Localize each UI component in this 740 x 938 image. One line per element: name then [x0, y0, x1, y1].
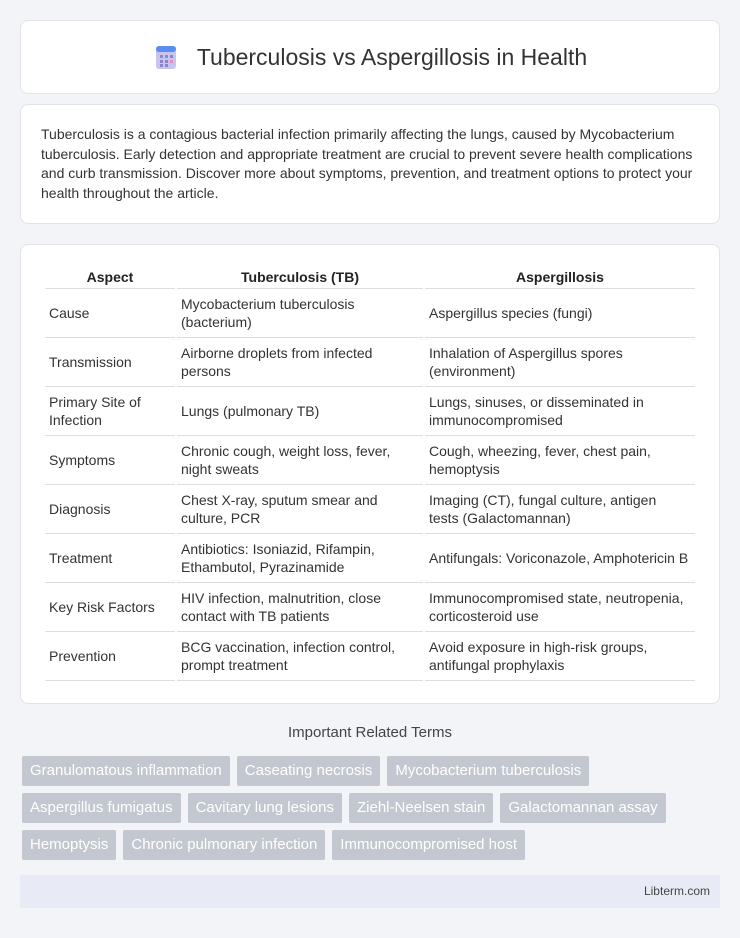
related-terms-title: Important Related Terms	[288, 724, 452, 741]
footer	[20, 875, 720, 908]
table-row	[45, 485, 695, 534]
table-row	[45, 289, 695, 338]
related-term-tag[interactable]: Granulomatous inflammation	[22, 756, 230, 786]
table-cell-aspergillosis: Aspergillus species (fungi)	[425, 289, 695, 338]
table-cell-aspergillosis: Imaging (CT), fungal culture, antigen tests (Galactomannan)	[425, 485, 695, 534]
table-header-row	[45, 265, 695, 289]
table-cell-tb: Lungs (pulmonary TB)	[177, 387, 423, 436]
table-row	[45, 436, 695, 485]
header-card	[20, 20, 720, 94]
document-icon	[153, 44, 179, 70]
table-cell-aspergillosis: Immunocompromised state, neutropenia, corticosteroid use	[425, 583, 695, 632]
table-row	[45, 583, 695, 632]
related-term-tag[interactable]: Aspergillus fumigatus	[22, 793, 181, 823]
table-cell-aspergillosis: Cough, wheezing, fever, chest pain, hemoptysis	[425, 436, 695, 485]
table-cell-aspergillosis: Avoid exposure in high-risk groups, antifungal prophylaxis	[425, 632, 695, 681]
header-aspect: Aspect	[45, 265, 175, 289]
table-cell-tb: Mycobacterium tuberculosis (bacterium)	[177, 289, 423, 338]
related-term-tag[interactable]: Ziehl-Neelsen stain	[349, 793, 493, 823]
header-aspergillosis: Aspergillosis	[425, 265, 695, 289]
comparison-table	[43, 265, 697, 681]
table-cell-tb: BCG vaccination, infection control, prompt treatment	[177, 632, 423, 681]
related-term-tag[interactable]: Hemoptysis	[22, 830, 116, 860]
related-term-tag[interactable]: Caseating necrosis	[237, 756, 381, 786]
table-cell-tb: Antibiotics: Isoniazid, Rifampin, Ethambutol, Pyrazinamide	[177, 534, 423, 583]
related-term-tag[interactable]: Cavitary lung lesions	[188, 793, 342, 823]
related-term-tag[interactable]: Galactomannan assay	[500, 793, 665, 823]
footer-site-link[interactable]: Libterm.com	[643, 884, 710, 898]
table-cell-aspect: Key Risk Factors	[45, 583, 175, 632]
related-term-tag[interactable]: Immunocompromised host	[332, 830, 525, 860]
table-cell-aspect: Treatment	[45, 534, 175, 583]
table-cell-aspergillosis: Inhalation of Aspergillus spores (environment)	[425, 338, 695, 387]
table-row	[45, 534, 695, 583]
table-cell-aspect: Diagnosis	[45, 485, 175, 534]
intro-text: Tuberculosis is a contagious bacterial infection primarily affecting the lungs, caused by Mycobacterium tuberculosis. Early detection and appropriate treatment are crucial to prevent severe health complications and curb transmission. Discover more about symptoms, prevention, and treatment options to protect your health throughout the article.	[41, 126, 693, 201]
related-term-tag[interactable]: Mycobacterium tuberculosis	[387, 756, 589, 786]
table-cell-aspect: Prevention	[45, 632, 175, 681]
table-cell-aspergillosis: Lungs, sinuses, or disseminated in immunocompromised	[425, 387, 695, 436]
comparison-table-card	[20, 244, 720, 704]
table-cell-aspect: Primary Site of Infection	[45, 387, 175, 436]
table-cell-tb: HIV infection, malnutrition, close contact with TB patients	[177, 583, 423, 632]
page-title: Tuberculosis vs Aspergillosis in Health	[196, 43, 588, 70]
table-cell-aspergillosis: Antifungals: Voriconazole, Amphotericin B	[425, 534, 695, 583]
related-term-tag[interactable]: Chronic pulmonary infection	[123, 830, 325, 860]
table-cell-aspect: Cause	[45, 289, 175, 338]
related-terms-tags	[22, 756, 722, 867]
table-cell-tb: Airborne droplets from infected persons	[177, 338, 423, 387]
table-cell-aspect: Transmission	[45, 338, 175, 387]
table-cell-tb: Chest X-ray, sputum smear and culture, PCR	[177, 485, 423, 534]
header-tuberculosis: Tuberculosis (TB)	[177, 265, 423, 289]
intro-card	[20, 104, 720, 224]
table-row	[45, 387, 695, 436]
table-row	[45, 632, 695, 681]
table-cell-tb: Chronic cough, weight loss, fever, night sweats	[177, 436, 423, 485]
table-cell-aspect: Symptoms	[45, 436, 175, 485]
table-row	[45, 338, 695, 387]
